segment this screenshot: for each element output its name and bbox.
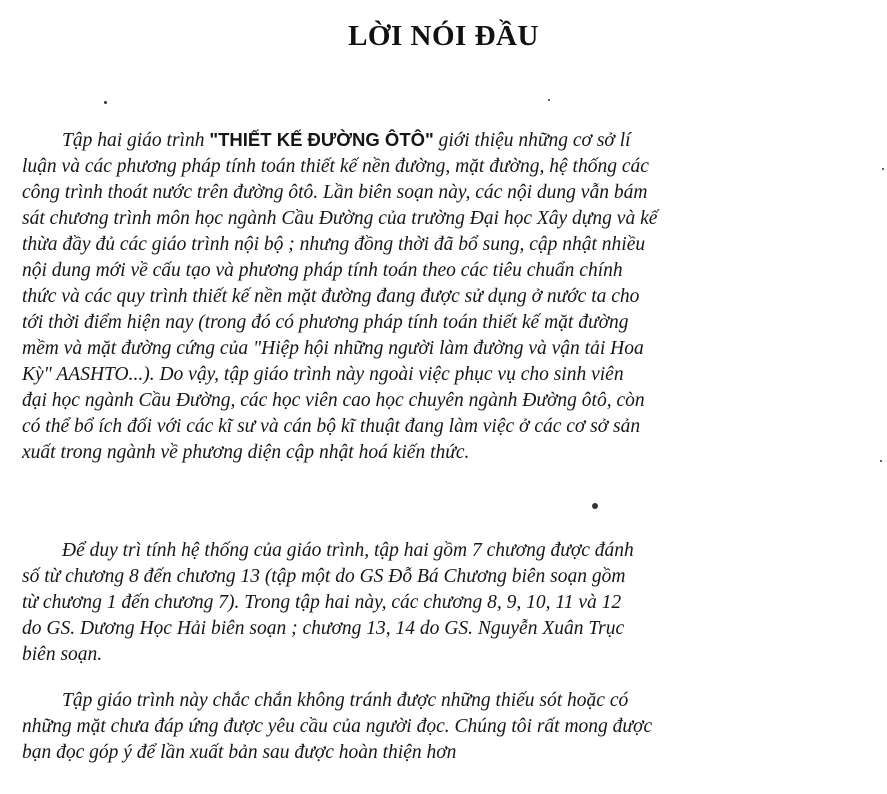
paragraph-line: đại học ngành Cầu Đường, các học viên cao học chuyên ngành Đường ôtô, còn: [22, 390, 645, 411]
paragraph-line: Tập giáo trình này chắc chắn không tránh được những thiếu sót hoặc có: [62, 690, 629, 711]
paragraph-line: Để duy trì tính hệ thống của giáo trình, tập hai gồm 7 chương được đánh: [62, 540, 634, 561]
page-title: LỜI NÓI ĐẦU: [348, 20, 539, 52]
paragraph-line: từ chương 1 đến chương 7). Trong tập hai này, các chương 8, 9, 10, 11 và 12: [22, 592, 622, 613]
paragraph-chapters: [22, 538, 880, 668]
paragraph-line: có thể bổ ích đối với các kĩ sư và cán bộ kĩ thuật đang làm việc ở các cơ sở sản: [22, 416, 641, 437]
paragraph-line: nội dung mới về cấu tạo và phương pháp tính toán theo các tiêu chuẩn chính: [22, 260, 623, 281]
paragraph-line: bạn đọc góp ý để lần xuất bản sau được hoàn thiện hơn: [22, 742, 457, 763]
book-title: "THIẾT KẾ ĐƯỜNG ÔTÔ": [209, 129, 434, 150]
paragraph-line: [22, 127, 880, 154]
paragraph-line: xuất trong ngành về phương diện cập nhật hoá kiến thức.: [22, 442, 470, 463]
paragraph-line-text: giới thiệu những cơ sở lí: [433, 130, 631, 151]
paragraph-intro-text: Tập hai giáo trình: [62, 130, 210, 151]
scan-speck: [880, 460, 882, 462]
paragraph-closing: [22, 688, 880, 766]
scan-speck: [882, 168, 884, 170]
paragraph-line: do GS. Dương Học Hải biên soạn ; chương 13, 14 do GS. Nguyễn Xuân Trục: [22, 618, 625, 639]
paragraph-line: sát chương trình môn học ngành Cầu Đường của trường Đại học Xây dựng và kế: [22, 208, 658, 229]
scan-speck: [592, 503, 598, 509]
scan-speck: [104, 101, 107, 104]
paragraph-line: mềm và mặt đường cứng của "Hiệp hội những người làm đường và vận tải Hoa: [22, 338, 644, 359]
paragraph-line: tới thời điểm hiện nay (trong đó có phương pháp tính toán thiết kế mặt đường: [22, 312, 629, 333]
paragraph-intro: [22, 127, 880, 466]
paragraph-line: những mặt chưa đáp ứng được yêu cầu của người đọc. Chúng tôi rất mong được: [22, 716, 653, 737]
paragraph-line: thừa đầy đủ các giáo trình nội bộ ; nhưng đồng thời đã bổ sung, cập nhật nhiều: [22, 234, 646, 255]
paragraph-line: số từ chương 8 đến chương 13 (tập một do GS Đỗ Bá Chương biên soạn gồm: [22, 566, 626, 587]
scan-speck: [548, 99, 550, 101]
paragraph-line: luận và các phương pháp tính toán thiết kế nền đường, mặt đường, hệ thống các: [22, 156, 649, 177]
paragraph-line: biên soạn.: [22, 644, 103, 665]
paragraph-line: công trình thoát nước trên đường ôtô. Lần biên soạn này, các nội dung vẫn bám: [22, 182, 648, 203]
paragraph-line: Kỳ" AASHTO...). Do vậy, tập giáo trình này ngoài việc phục vụ cho sinh viên: [22, 364, 624, 385]
paragraph-line: thức và các quy trình thiết kế nền mặt đường đang được sử dụng ở nước ta cho: [22, 286, 640, 307]
